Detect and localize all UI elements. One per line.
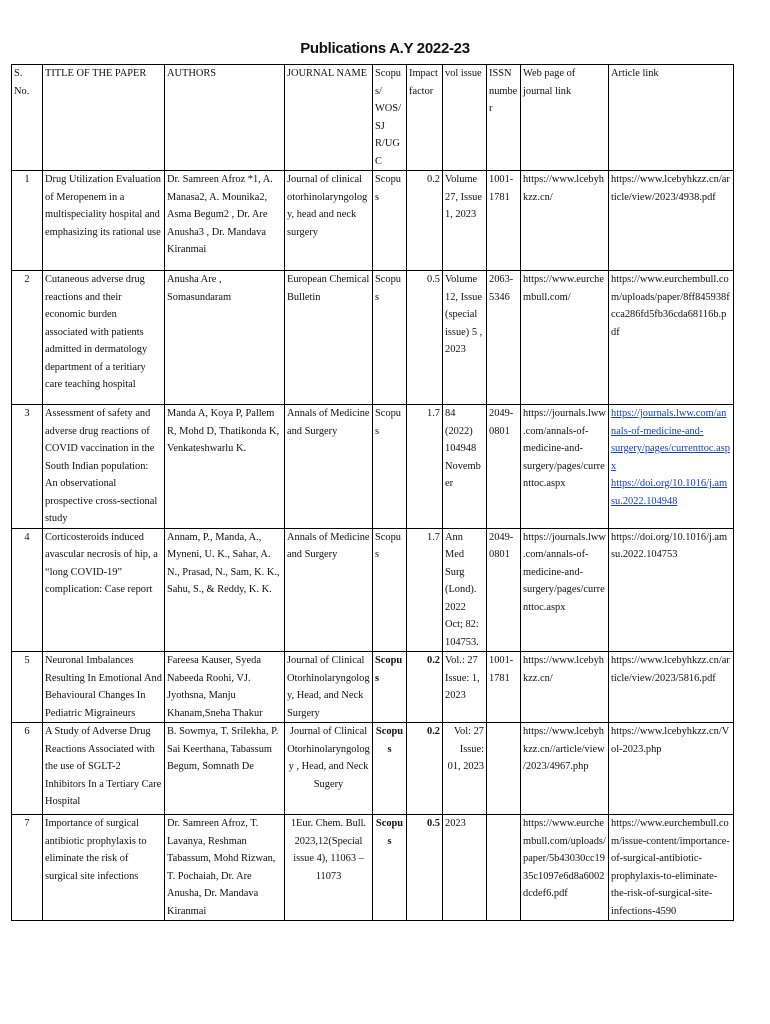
cell-journal: 1Eur. Chem. Bull. 2023,12(Special issue 4), 11063 – 11073 [285, 815, 373, 921]
cell-authors: Manda A, Koya P, Pallem R, Mohd D, Thatikonda K, Venkateshwarlu K. [165, 405, 285, 529]
header-issn: ISSN number [487, 65, 521, 171]
cell-issn: 2063-5346 [487, 271, 521, 405]
cell-vol: Vol.: 27 Issue: 1, 2023 [443, 652, 487, 723]
cell-vol: Volume 27, Issue 1, 2023 [443, 171, 487, 271]
cell-impact: 0.2 [407, 171, 443, 271]
cell-issn: 2049-0801 [487, 528, 521, 652]
cell-sno: 6 [12, 723, 43, 815]
cell-issn: 1001-1781 [487, 171, 521, 271]
cell-authors: Annam, P., Manda, A., Myneni, U. K., Sahar, A. N., Prasad, N., Sam, K. K., Sahu, S., & Reddy, K. K. [165, 528, 285, 652]
publications-table [11, 64, 734, 921]
cell-vol: 84 (2022) 104948 November [443, 405, 487, 529]
cell-journal: Journal of Clinical Otorhinolaryngology , Head, and Neck Sugery [285, 723, 373, 815]
table-row [12, 271, 734, 405]
header-title: TITLE OF THE PAPER [43, 65, 165, 171]
cell-article-links [609, 405, 734, 529]
cell-impact: 0.2 [407, 723, 443, 815]
cell-issn [487, 723, 521, 815]
header-sno: S. No. [12, 65, 43, 171]
table-row [12, 405, 734, 529]
cell-title: A Study of Adverse Drug Reactions Associated with the use of SGLT-2 Inhibitors In a Tertiary Care Hospital [43, 723, 165, 815]
cell-web-link[interactable]: https://www.lcebyhkzz.cn/ [521, 171, 609, 271]
cell-issn: 2049-0801 [487, 405, 521, 529]
header-vol: vol issue [443, 65, 487, 171]
cell-sno: 5 [12, 652, 43, 723]
cell-article-link[interactable]: https://www.lcebyhkzz.cn/Vol-2023.php [609, 723, 734, 815]
header-impact: Impact factor [407, 65, 443, 171]
article-link[interactable]: https://journals.lww.com/annals-of-medicine-and-surgery/pages/currenttoc.aspx [611, 408, 730, 472]
cell-authors: B. Sowmya, T. Srilekha, P. Sai Keerthana, Tabassum Begum, Somnath De [165, 723, 285, 815]
cell-article-link[interactable]: https://www.eurchembull.com/uploads/paper/8ff845938fcca286fd5fb36cda68116b.pdf [609, 271, 734, 405]
cell-vol: Ann Med Surg (Lond). 2022 Oct; 82: 104753. [443, 528, 487, 652]
header-authors: AUTHORS [165, 65, 285, 171]
page-title: Publications A.Y 2022-23 [300, 40, 470, 57]
cell-impact: 1.7 [407, 405, 443, 529]
cell-sno: 3 [12, 405, 43, 529]
cell-journal: Journal of clinical otorhinolaryngology, head and neck surgery [285, 171, 373, 271]
cell-impact: 0.5 [407, 815, 443, 921]
cell-web-link[interactable]: https://journals.lww.com/annals-of-medicine-and-surgery/pages/currenttoc.aspx [521, 405, 609, 529]
header-article: Article link [609, 65, 734, 171]
cell-web-link[interactable]: https://www.eurchembull.com/ [521, 271, 609, 405]
cell-index: Scopus [373, 171, 407, 271]
cell-web-link[interactable]: https://journals.lww.com/annals-of-medicine-and-surgery/pages/currenttoc.aspx [521, 528, 609, 652]
cell-web-link[interactable]: https://www.lcebyhkzz.cn/ [521, 652, 609, 723]
header-index: Scopus/ WOS/SJ R/UGC [373, 65, 407, 171]
cell-article-link[interactable]: https://www.lcebyhkzz.cn/article/view/2023/5816.pdf [609, 652, 734, 723]
table-row [12, 652, 734, 723]
cell-title: Importance of surgical antibiotic prophylaxis to eliminate the risk of surgical site infections [43, 815, 165, 921]
cell-journal: European Chemical Bulletin [285, 271, 373, 405]
cell-title: Neuronal Imbalances Resulting In Emotional And Behavioural Changes In Pediatric Migraineurs [43, 652, 165, 723]
cell-issn: 1001-1781 [487, 652, 521, 723]
cell-index: Scopus [373, 405, 407, 529]
cell-impact: 0.2 [407, 652, 443, 723]
cell-vol: 2023 [443, 815, 487, 921]
cell-journal: Annals of Medicine and Surgery [285, 405, 373, 529]
cell-title: Drug Utilization Evaluation of Meropenem in a multispeciality hospital and emphasizing its rational use [43, 171, 165, 271]
cell-sno: 2 [12, 271, 43, 405]
cell-title: Cutaneous adverse drug reactions and their economic burden associated with patients admitted in dermatology department of a teritiary care teaching hospital [43, 271, 165, 405]
cell-web-link[interactable]: https://www.lcebyhkzz.cn//article/view/2023/4967.php [521, 723, 609, 815]
cell-authors: Fareesa Kauser, Syeda Nabeeda Roohi, VJ. Jyothsna, Manju Khanam,Sneha Thakur [165, 652, 285, 723]
table-row [12, 815, 734, 921]
cell-index: Scopus [373, 652, 407, 723]
cell-article-link[interactable]: https://doi.org/10.1016/j.amsu.2022.104753 [609, 528, 734, 652]
cell-index: Scopus [373, 723, 407, 815]
cell-title: Corticosteroids induced avascular necrosis of hip, a “long COVID-19” complication: Case report [43, 528, 165, 652]
header-journal: JOURNAL NAME [285, 65, 373, 171]
table-row [12, 528, 734, 652]
cell-index: Scopus [373, 271, 407, 405]
cell-title: Assessment of safety and adverse drug reactions of COVID vaccination in the South Indian population: An observational prospective cross-sectional study [43, 405, 165, 529]
cell-issn [487, 815, 521, 921]
header-row [12, 65, 734, 171]
cell-vol: Vol: 27 Issue: 01, 2023 [443, 723, 487, 815]
table-row [12, 171, 734, 271]
cell-article-link[interactable]: https://www.lcebyhkzz.cn/article/view/2023/4938.pdf [609, 171, 734, 271]
cell-impact: 0.5 [407, 271, 443, 405]
cell-authors: Dr. Samreen Afroz *1, A. Manasa2, A. Mounika2, Asma Begum2 , Dr. Are Anusha3 , Dr. Mandava Kiranmai [165, 171, 285, 271]
cell-index: Scopus [373, 528, 407, 652]
cell-sno: 1 [12, 171, 43, 271]
doi-link[interactable]: https://doi.org/10.1016/j.amsu.2022.104948 [611, 478, 728, 507]
cell-journal: Annals of Medicine and Surgery [285, 528, 373, 652]
cell-sno: 7 [12, 815, 43, 921]
cell-web-link[interactable]: https://www.eurchembull.com/uploads/paper/5b43030cc1935c1097e6d8a6002dcdef6.pdf [521, 815, 609, 921]
cell-journal: Journal of Clinical Otorhinolaryngology, Head, and Neck Surgery [285, 652, 373, 723]
table-row [12, 723, 734, 815]
cell-vol: Volume 12, Issue (special issue) 5 , 2023 [443, 271, 487, 405]
cell-authors: Anusha Are , Somasundaram [165, 271, 285, 405]
cell-index: Scopus [373, 815, 407, 921]
cell-article-link[interactable]: https://www.eurchembull.com/issue-content/importance-of-surgical-antibiotic-prophylaxis-to-eliminate-the-risk-of-surgical-site-infections-4590 [609, 815, 734, 921]
cell-authors: Dr. Samreen Afroz, T. Lavanya, Reshman Tabassum, Mohd Rizwan, T. Pochaiah, Dr. Are Anusha, Dr. Mandava Kiranmai [165, 815, 285, 921]
header-web: Web page of journal link [521, 65, 609, 171]
cell-impact: 1.7 [407, 528, 443, 652]
cell-sno: 4 [12, 528, 43, 652]
